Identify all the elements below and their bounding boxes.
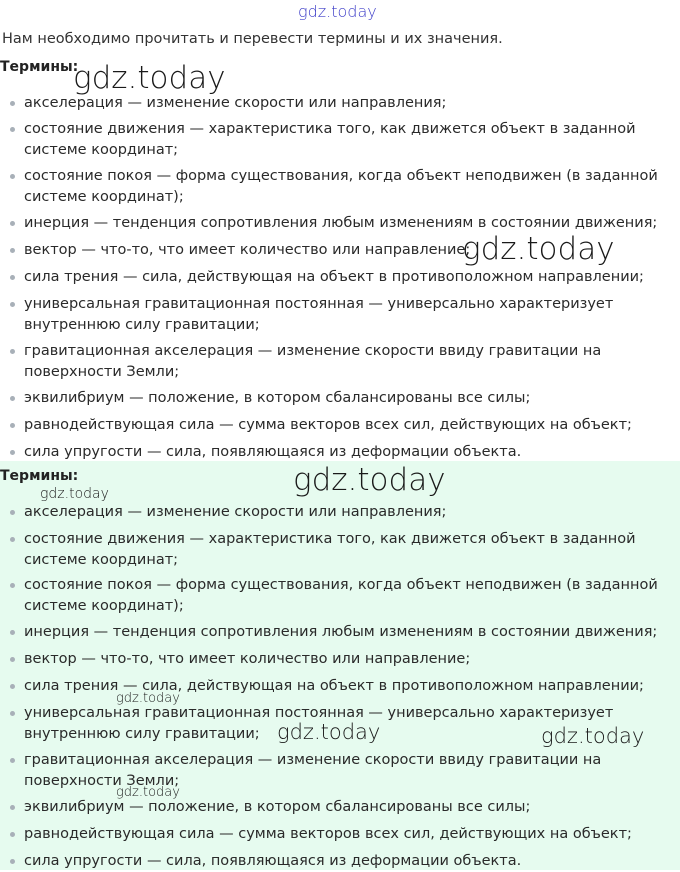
bullet-icon (10, 248, 15, 253)
list-item: эквилибриум — положение, в котором сбалансированы все силы; (0, 388, 660, 409)
watermark: gdz.today (293, 462, 446, 498)
list-item: универсальная гравитационная постоянная — универсально характеризует внутреннюю силу гравитации; (0, 294, 660, 336)
bullet-icon (10, 510, 15, 515)
bullet-icon (10, 101, 15, 106)
watermark: gdz.today (40, 486, 109, 502)
terms-heading: Термины: (0, 59, 79, 75)
watermark: gdz.today (298, 2, 377, 21)
list-item: универсальная гравитационная постоянная — универсально характеризует внутреннюю силу гравитации; (0, 703, 660, 745)
list-item: сила трения — сила, действующая на объект в противоположном направлении; (0, 676, 660, 697)
bullet-icon (10, 302, 15, 307)
list-item: сила упругости — сила, появляющаяся из деформации объекта. (0, 851, 660, 872)
bullet-icon (10, 275, 15, 280)
list-item: состояние движения — характеристика того, как движется объект в заданной системе координат; (0, 529, 660, 571)
watermark: gdz.today (462, 231, 615, 267)
list-item: акселерация — изменение скорости или направления; (0, 93, 660, 114)
bullet-icon (10, 805, 15, 810)
bullet-icon (10, 758, 15, 763)
list-item: равнодействующая сила — сумма векторов всех сил, действующих на объект; (0, 415, 660, 436)
list-item: вектор — что-то, что имеет количество или направление; (0, 240, 660, 261)
bullet-icon (10, 423, 15, 428)
bullet-icon (10, 583, 15, 588)
list-item: сила трения — сила, действующая на объект в противоположном направлении; (0, 267, 660, 288)
list-item: инерция — тенденция сопротивления любым изменениям в состоянии движения; (0, 213, 660, 234)
watermark: gdz.today (116, 691, 180, 706)
list-item: состояние покоя — форма существования, когда объект неподвижен (в заданной системе координат); (0, 575, 660, 617)
bullet-icon (10, 127, 15, 132)
watermark: gdz.today (277, 720, 381, 744)
bullet-icon (10, 174, 15, 179)
bullet-icon (10, 221, 15, 226)
bullet-icon (10, 630, 15, 635)
watermark: gdz.today (541, 724, 645, 748)
intro-text: Нам необходимо прочитать и перевести термины и их значения. (2, 31, 503, 47)
list-item: инерция — тенденция сопротивления любым изменениям в состоянии движения; (0, 622, 660, 643)
bullet-icon (10, 537, 15, 542)
list-item: состояние движения — характеристика того, как движется объект в заданной системе координат; (0, 119, 660, 161)
bullet-icon (10, 450, 15, 455)
bullet-icon (10, 832, 15, 837)
terms-answer-section (0, 461, 680, 870)
list-item: состояние покоя — форма существования, когда объект неподвижен (в заданной системе координат); (0, 166, 660, 208)
list-item: акселерация — изменение скорости или направления; (0, 502, 660, 523)
watermark: gdz.today (73, 60, 226, 96)
watermark: gdz.today (116, 785, 180, 800)
list-item: равнодействующая сила — сумма векторов всех сил, действующих на объект; (0, 824, 660, 845)
list-item: гравитационная акселерация — изменение скорости ввиду гравитации на поверхности Земли; (0, 750, 660, 792)
bullet-icon (10, 396, 15, 401)
list-item: вектор — что-то, что имеет количество или направление; (0, 649, 660, 670)
bullet-icon (10, 711, 15, 716)
bullet-icon (10, 859, 15, 864)
bullet-icon (10, 657, 15, 662)
list-item: эквилибриум — положение, в котором сбалансированы все силы; (0, 797, 660, 818)
list-item: гравитационная акселерация — изменение скорости ввиду гравитации на поверхности Земли; (0, 341, 660, 383)
terms-heading: Термины: (0, 468, 79, 484)
bullet-icon (10, 349, 15, 354)
list-item: сила упругости — сила, появляющаяся из деформации объекта. (0, 442, 660, 463)
bullet-icon (10, 684, 15, 689)
